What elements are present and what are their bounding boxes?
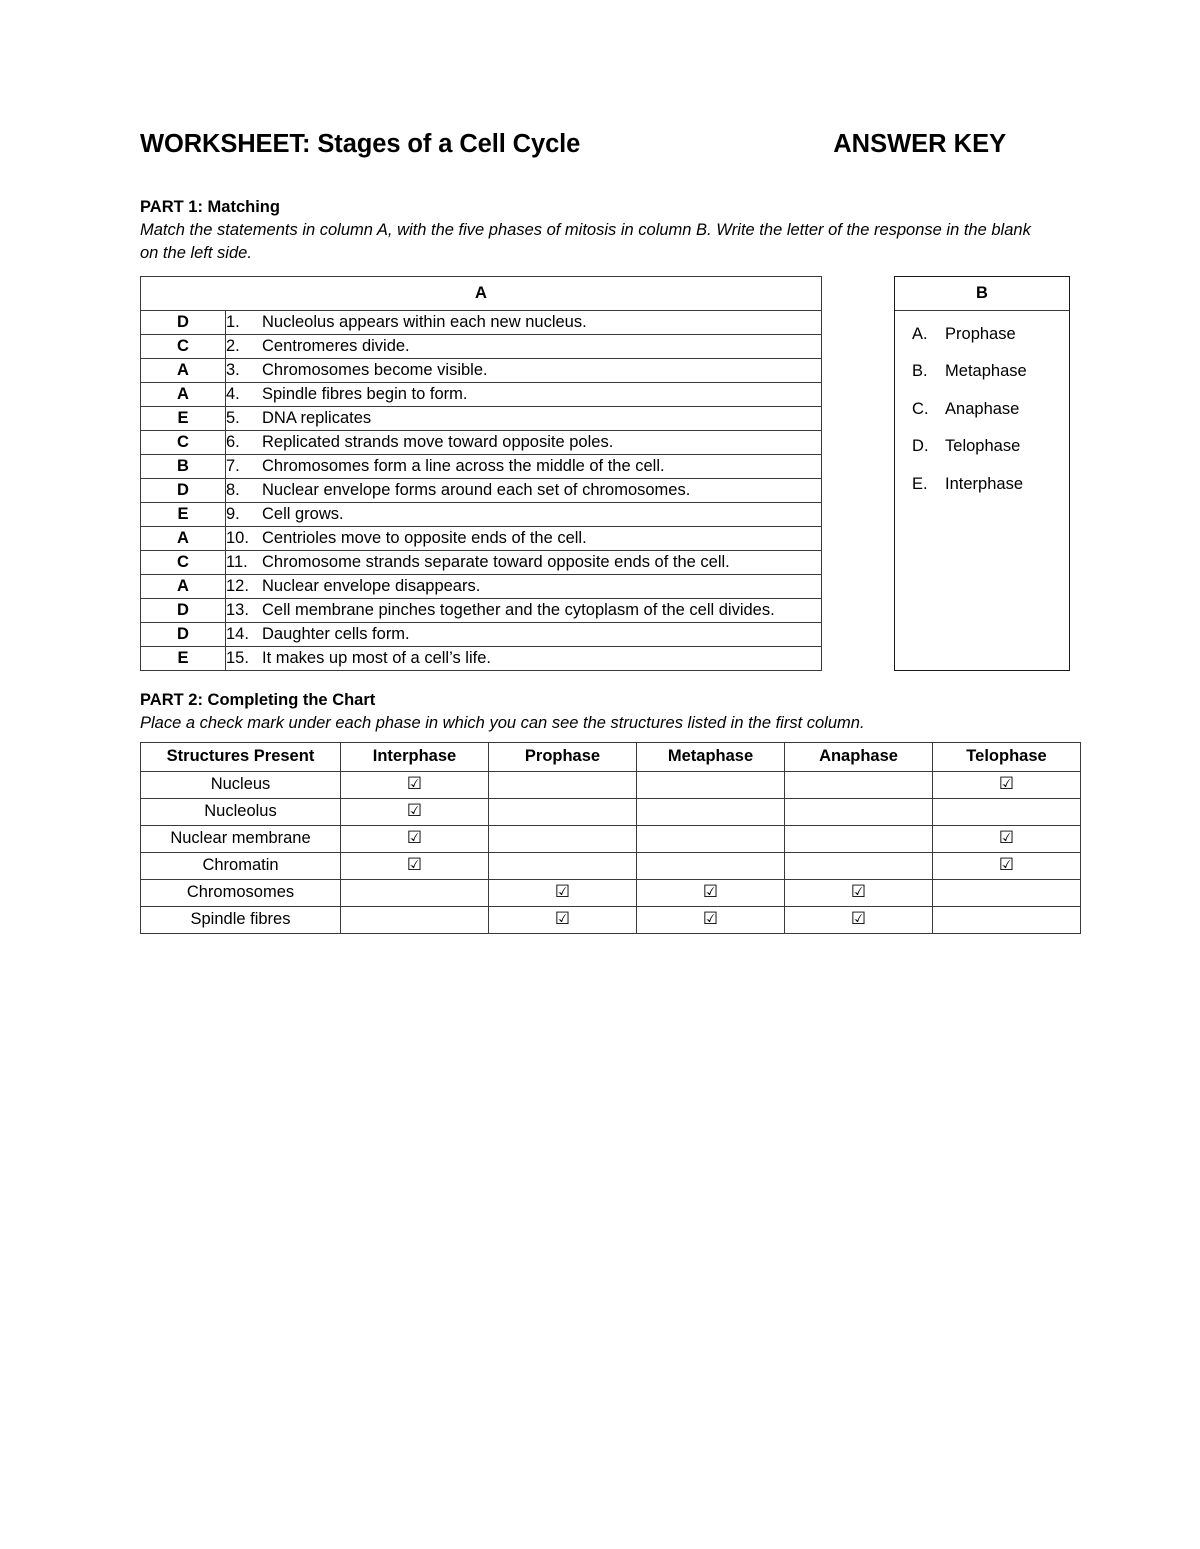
statement-cell — [226, 455, 822, 479]
checkbox-cell-empty[interactable] — [785, 798, 933, 825]
part1-heading: PART 1: Matching — [140, 198, 280, 216]
statement-cell — [226, 575, 822, 599]
table-row — [141, 551, 822, 575]
checkbox-cell-checked[interactable] — [785, 906, 933, 933]
statement-cell — [226, 479, 822, 503]
answer-letter-cell[interactable]: B — [141, 455, 226, 479]
checked-checkbox-icon: ☑ — [702, 882, 719, 903]
checkbox-cell-checked[interactable] — [341, 852, 489, 879]
table-row — [141, 771, 1081, 798]
part1-instructions: Match the statements in column A, with the five phases of mitosis in column B. Write the letter of the response in the blank on the left side. — [140, 220, 1031, 263]
checkbox-cell-empty[interactable] — [933, 798, 1081, 825]
statement-cell — [226, 623, 822, 647]
document-header — [140, 130, 1070, 176]
checkbox-cell-empty[interactable] — [637, 825, 785, 852]
statement-text: DNA replicates — [262, 409, 372, 428]
statement-text: Cell membrane pinches together and the cytoplasm of the cell divides. — [262, 601, 775, 620]
statement-text: Replicated strands move toward opposite poles. — [262, 433, 614, 452]
option-label: Telophase — [945, 437, 1021, 456]
answer-key-badge: ANSWER KEY — [833, 130, 1007, 158]
chart-header-row — [141, 742, 1081, 771]
structure-name-cell: Nuclear membrane — [141, 825, 341, 852]
part1-section — [140, 276, 1070, 671]
option-label: Prophase — [945, 324, 1016, 343]
statement-text: Chromosomes become visible. — [262, 361, 488, 380]
column-b-box — [894, 276, 1070, 671]
table-row — [141, 623, 822, 647]
structure-name-cell: Nucleolus — [141, 798, 341, 825]
column-header: Metaphase — [637, 742, 785, 771]
checked-checkbox-icon: ☑ — [406, 828, 423, 849]
statement-number: 3. — [226, 361, 240, 380]
answer-letter-cell[interactable]: C — [141, 431, 226, 455]
answer-letter-cell[interactable]: A — [141, 383, 226, 407]
checkbox-cell-checked[interactable] — [637, 879, 785, 906]
checkbox-cell-empty[interactable] — [637, 771, 785, 798]
column-header: Structures Present — [141, 742, 341, 771]
checked-checkbox-icon: ☑ — [998, 774, 1015, 795]
statement-cell — [226, 431, 822, 455]
statement-text: Nucleolus appears within each new nucleus. — [262, 313, 587, 332]
list-item — [895, 390, 1069, 428]
statement-number: 13. — [226, 601, 249, 620]
part2-heading: PART 2: Completing the Chart — [140, 691, 376, 710]
answer-letter-cell[interactable]: E — [141, 647, 226, 671]
option-label: Interphase — [945, 474, 1024, 493]
statement-number: 1. — [226, 313, 240, 332]
table-row — [141, 431, 822, 455]
checked-checkbox-icon: ☑ — [702, 909, 719, 930]
statement-cell — [226, 335, 822, 359]
table-row — [141, 455, 822, 479]
statement-number: 9. — [226, 505, 240, 524]
column-header: Interphase — [341, 742, 489, 771]
column-header: Telophase — [933, 742, 1081, 771]
table-row — [141, 825, 1081, 852]
checked-checkbox-icon: ☑ — [554, 909, 571, 930]
structure-name-cell: Nucleus — [141, 771, 341, 798]
option-label: Anaphase — [945, 399, 1020, 418]
answer-letter-cell[interactable]: C — [141, 335, 226, 359]
table-row — [141, 527, 822, 551]
checkbox-cell-empty[interactable] — [637, 798, 785, 825]
checkbox-cell-checked[interactable] — [933, 852, 1081, 879]
checkbox-cell-checked[interactable] — [637, 906, 785, 933]
checkbox-cell-checked[interactable] — [489, 906, 637, 933]
statement-cell — [226, 551, 822, 575]
statement-cell — [226, 311, 822, 335]
statement-text: Chromosomes form a line across the middle of the cell. — [262, 457, 665, 476]
table-row — [141, 599, 822, 623]
checkbox-cell-checked[interactable] — [341, 825, 489, 852]
statement-text: It makes up most of a cell’s life. — [262, 649, 491, 668]
statement-text: Spindle fibres begin to form. — [262, 385, 468, 404]
statement-cell — [226, 503, 822, 527]
matching-table — [140, 276, 822, 671]
statement-cell — [226, 527, 822, 551]
option-label: Metaphase — [945, 362, 1027, 381]
answer-letter-cell[interactable]: A — [141, 575, 226, 599]
checkbox-cell-empty[interactable] — [489, 825, 637, 852]
table-row — [141, 383, 822, 407]
checkbox-cell-checked[interactable] — [933, 771, 1081, 798]
checkbox-cell-empty[interactable] — [785, 825, 933, 852]
statement-text: Centrioles move to opposite ends of the cell. — [262, 529, 587, 548]
option-letter: A. — [912, 324, 928, 343]
answer-letter-cell[interactable]: E — [141, 407, 226, 431]
checkbox-cell-empty[interactable] — [933, 879, 1081, 906]
table-row — [141, 479, 822, 503]
answer-letter-cell[interactable]: D — [141, 479, 226, 503]
answer-letter-cell[interactable]: D — [141, 599, 226, 623]
checkbox-cell-checked[interactable] — [489, 879, 637, 906]
statement-number: 5. — [226, 409, 240, 428]
checked-checkbox-icon: ☑ — [406, 801, 423, 822]
statement-cell — [226, 383, 822, 407]
answer-letter-cell[interactable]: D — [141, 311, 226, 335]
statement-number: 4. — [226, 385, 240, 404]
answer-letter-cell[interactable]: C — [141, 551, 226, 575]
statement-text: Daughter cells form. — [262, 625, 410, 644]
checkbox-cell-checked[interactable] — [785, 879, 933, 906]
statement-cell — [226, 359, 822, 383]
statement-text: Chromosome strands separate toward opposite ends of the cell. — [262, 553, 730, 572]
table-row — [141, 335, 822, 359]
statement-number: 2. — [226, 337, 240, 356]
statement-number: 7. — [226, 457, 240, 476]
table-row — [141, 359, 822, 383]
statement-text: Cell grows. — [262, 505, 344, 524]
statement-number: 12. — [226, 577, 249, 596]
checked-checkbox-icon: ☑ — [554, 882, 571, 903]
checkbox-cell-empty[interactable] — [637, 852, 785, 879]
structure-name-cell: Chromosomes — [141, 879, 341, 906]
checkbox-cell-empty[interactable] — [489, 852, 637, 879]
structure-name-cell: Chromatin — [141, 852, 341, 879]
statement-number: 14. — [226, 625, 249, 644]
statement-number: 6. — [226, 433, 240, 452]
checkbox-cell-checked[interactable] — [341, 771, 489, 798]
option-letter: C. — [912, 399, 929, 418]
column-a-header: A — [141, 277, 822, 311]
statement-text: Centromeres divide. — [262, 337, 410, 356]
answer-letter-cell[interactable]: D — [141, 623, 226, 647]
statement-number: 8. — [226, 481, 240, 500]
checkbox-cell-empty[interactable] — [489, 798, 637, 825]
statement-number: 11. — [226, 553, 248, 572]
checked-checkbox-icon: ☑ — [406, 774, 423, 795]
answer-letter-cell[interactable]: A — [141, 527, 226, 551]
list-item — [895, 315, 1069, 353]
option-letter: D. — [912, 437, 929, 456]
table-row — [141, 798, 1081, 825]
statement-cell — [226, 647, 822, 671]
matching-table-header-row — [141, 277, 822, 311]
page-content — [140, 130, 1070, 934]
page-title: WORKSHEET: Stages of a Cell Cycle — [140, 130, 581, 158]
completing-the-chart-table — [140, 742, 1081, 934]
statement-cell — [226, 599, 822, 623]
statement-number: 10. — [226, 529, 249, 548]
checked-checkbox-icon: ☑ — [850, 909, 867, 930]
column-b-header: B — [895, 277, 1069, 311]
option-letter: E. — [912, 474, 928, 493]
checkbox-cell-checked[interactable] — [341, 798, 489, 825]
checkbox-cell-checked[interactable] — [933, 825, 1081, 852]
checkbox-cell-empty[interactable] — [489, 771, 637, 798]
statement-number: 15. — [226, 649, 249, 668]
option-letter: B. — [912, 362, 928, 381]
checkbox-cell-empty[interactable] — [785, 852, 933, 879]
column-b-list — [895, 311, 1069, 670]
table-row — [141, 906, 1081, 933]
checkbox-cell-empty[interactable] — [341, 879, 489, 906]
checkbox-cell-empty[interactable] — [785, 771, 933, 798]
checked-checkbox-icon: ☑ — [850, 882, 867, 903]
table-row — [141, 407, 822, 431]
list-item — [895, 428, 1069, 466]
answer-letter-cell[interactable]: A — [141, 359, 226, 383]
column-header: Anaphase — [785, 742, 933, 771]
checkbox-cell-empty[interactable] — [933, 906, 1081, 933]
statement-text: Nuclear envelope disappears. — [262, 577, 481, 596]
list-item — [895, 353, 1069, 391]
table-row — [141, 311, 822, 335]
list-item — [895, 465, 1069, 503]
checked-checkbox-icon: ☑ — [406, 855, 423, 876]
checked-checkbox-icon: ☑ — [998, 828, 1015, 849]
structure-name-cell: Spindle fibres — [141, 906, 341, 933]
statement-text: Nuclear envelope forms around each set of chromosomes. — [262, 481, 691, 500]
table-row — [141, 879, 1081, 906]
table-row — [141, 575, 822, 599]
table-row — [141, 852, 1081, 879]
checkbox-cell-empty[interactable] — [341, 906, 489, 933]
answer-letter-cell[interactable]: E — [141, 503, 226, 527]
table-row — [141, 647, 822, 671]
part2-instructions: Place a check mark under each phase in which you can see the structures listed in the first column. — [140, 714, 865, 733]
table-row — [141, 503, 822, 527]
statement-cell — [226, 407, 822, 431]
column-header: Prophase — [489, 742, 637, 771]
checked-checkbox-icon: ☑ — [998, 855, 1015, 876]
